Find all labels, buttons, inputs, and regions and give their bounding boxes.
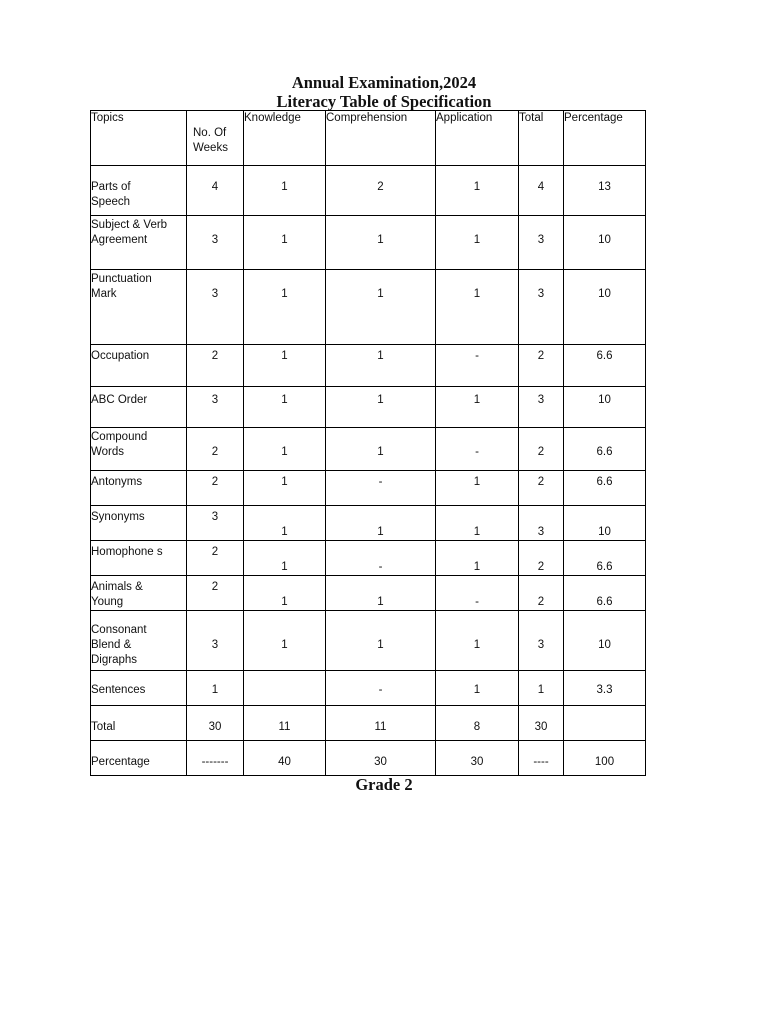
topic-cell: Occupation [91, 350, 150, 362]
percentage-cell: 6.6 [596, 476, 613, 488]
total-cell: 2 [537, 561, 545, 573]
total-cell: 1 [537, 684, 545, 696]
application-cell: 1 [473, 394, 481, 406]
comprehension-cell: 1 [377, 446, 384, 458]
table-row [91, 506, 646, 541]
percentage-cell: 6.6 [596, 350, 613, 362]
total-cell: 3 [537, 288, 545, 300]
comprehension-cell: 1 [377, 234, 384, 246]
weeks-cell: 2 [211, 350, 219, 362]
application-cell: 30 [470, 756, 484, 768]
application-cell: - [475, 350, 479, 362]
application-cell: 1 [473, 526, 481, 538]
knowledge-cell: 1 [281, 181, 288, 193]
total-cell: 2 [537, 596, 545, 608]
header-weeks: No. Of Weeks [187, 111, 244, 166]
topic-cell: Compound Words [91, 431, 148, 458]
header-comprehension: Comprehension [326, 111, 436, 166]
knowledge-cell: 1 [281, 596, 288, 608]
knowledge-cell: 1 [281, 476, 288, 488]
total-cell: 2 [537, 350, 545, 362]
table-row [91, 671, 646, 706]
percentage-cell: 100 [594, 756, 615, 768]
application-cell: - [475, 596, 479, 608]
knowledge-cell: 1 [281, 394, 288, 406]
table-row [91, 345, 646, 387]
header-total: Total [519, 111, 564, 166]
table-row [91, 428, 646, 471]
weeks-cell: 3 [211, 639, 219, 651]
percentage-cell: 6.6 [596, 446, 613, 458]
application-cell: 1 [473, 639, 481, 651]
table-row [91, 741, 646, 776]
topic-cell: Homophone s [91, 546, 163, 558]
knowledge-cell: 1 [281, 561, 288, 573]
percentage-cell: 13 [598, 181, 611, 193]
knowledge-cell: 40 [278, 756, 291, 768]
percentage-cell: 10 [598, 526, 611, 538]
table-row [91, 706, 646, 741]
application-cell: 1 [473, 288, 481, 300]
percentage-cell: 6.6 [596, 596, 613, 608]
comprehension-cell: 1 [377, 350, 384, 362]
total-cell: 3 [537, 394, 545, 406]
knowledge-cell: 1 [281, 639, 288, 651]
knowledge-cell: 11 [278, 721, 291, 733]
document-title: Annual Examination,2024 [291, 73, 477, 92]
knowledge-cell: 1 [281, 526, 288, 538]
topic-cell: Punctuation Mark [91, 273, 152, 300]
comprehension-cell: - [378, 476, 383, 488]
application-cell: 1 [473, 476, 481, 488]
application-cell: - [475, 446, 479, 458]
total-cell: 3 [537, 639, 545, 651]
header-percentage: Percentage [564, 111, 646, 166]
percentage-cell: 10 [598, 394, 611, 406]
percentage-cell: 3.3 [596, 684, 613, 696]
total-cell: 2 [537, 446, 545, 458]
topic-cell: Percentage [91, 756, 150, 768]
topic-cell: Subject & Verb Agreement [91, 219, 168, 246]
weeks-cell: 3 [211, 234, 219, 246]
table-row [91, 471, 646, 506]
comprehension-cell: 30 [374, 756, 387, 768]
percentage-cell: 10 [598, 234, 611, 246]
weeks-cell: 2 [211, 446, 219, 458]
header-knowledge: Knowledge [244, 111, 326, 166]
topic-cell: Parts of Speech [91, 181, 131, 208]
weeks-cell: 30 [208, 721, 222, 733]
weeks-cell: 3 [211, 511, 219, 523]
total-cell: 3 [537, 234, 545, 246]
application-cell: 1 [473, 234, 481, 246]
knowledge-cell: 1 [281, 350, 288, 362]
comprehension-cell: - [378, 561, 383, 573]
comprehension-cell: 1 [377, 288, 384, 300]
total-cell: 2 [537, 476, 545, 488]
application-cell: 8 [473, 721, 481, 733]
percentage-cell: 10 [598, 288, 611, 300]
topic-cell: Antonyms [91, 476, 143, 488]
table-row [91, 541, 646, 576]
grade-label: Grade 2 [355, 775, 413, 794]
weeks-cell: ------- [201, 756, 229, 768]
percentage-cell: 6.6 [596, 561, 613, 573]
percentage-cell: 10 [598, 639, 611, 651]
weeks-cell: 3 [211, 288, 219, 300]
weeks-cell: 3 [211, 394, 219, 406]
knowledge-cell: 1 [281, 446, 288, 458]
table-row [91, 166, 646, 216]
topic-cell: Consonant Blend & Digraphs [91, 624, 147, 666]
application-cell: 1 [473, 561, 481, 573]
weeks-cell: 2 [211, 476, 219, 488]
header-topics: Topics [91, 111, 187, 166]
header-row [91, 111, 646, 166]
table-row [91, 611, 646, 671]
topic-cell: Sentences [91, 684, 146, 696]
total-cell: 3 [537, 526, 545, 538]
weeks-cell: 2 [211, 546, 219, 558]
weeks-cell: 4 [211, 181, 219, 193]
application-cell: 1 [473, 181, 481, 193]
total-cell: 30 [534, 721, 548, 733]
total-cell: 4 [537, 181, 545, 193]
knowledge-cell: 1 [281, 234, 288, 246]
table-row [91, 270, 646, 345]
topic-cell: Synonyms [91, 511, 145, 523]
comprehension-cell: 2 [377, 181, 384, 193]
topic-cell: Total [91, 721, 116, 733]
table-row [91, 576, 646, 611]
comprehension-cell: 1 [377, 526, 384, 538]
weeks-cell: 2 [211, 581, 219, 593]
specification-table [90, 110, 646, 776]
comprehension-cell: 1 [377, 394, 384, 406]
table-row [91, 216, 646, 270]
knowledge-cell: 1 [281, 288, 288, 300]
total-cell: ---- [533, 756, 549, 768]
document-subtitle: Literacy Table of Specification [276, 92, 492, 111]
application-cell: 1 [473, 684, 481, 696]
comprehension-cell: 11 [374, 721, 387, 733]
weeks-cell: 1 [211, 684, 219, 696]
comprehension-cell: - [378, 684, 383, 696]
topic-cell: Animals & Young [91, 581, 143, 608]
topic-cell: ABC Order [91, 394, 148, 406]
comprehension-cell: 1 [377, 639, 384, 651]
header-application: Application [436, 111, 519, 166]
comprehension-cell: 1 [377, 596, 384, 608]
table-row [91, 387, 646, 428]
